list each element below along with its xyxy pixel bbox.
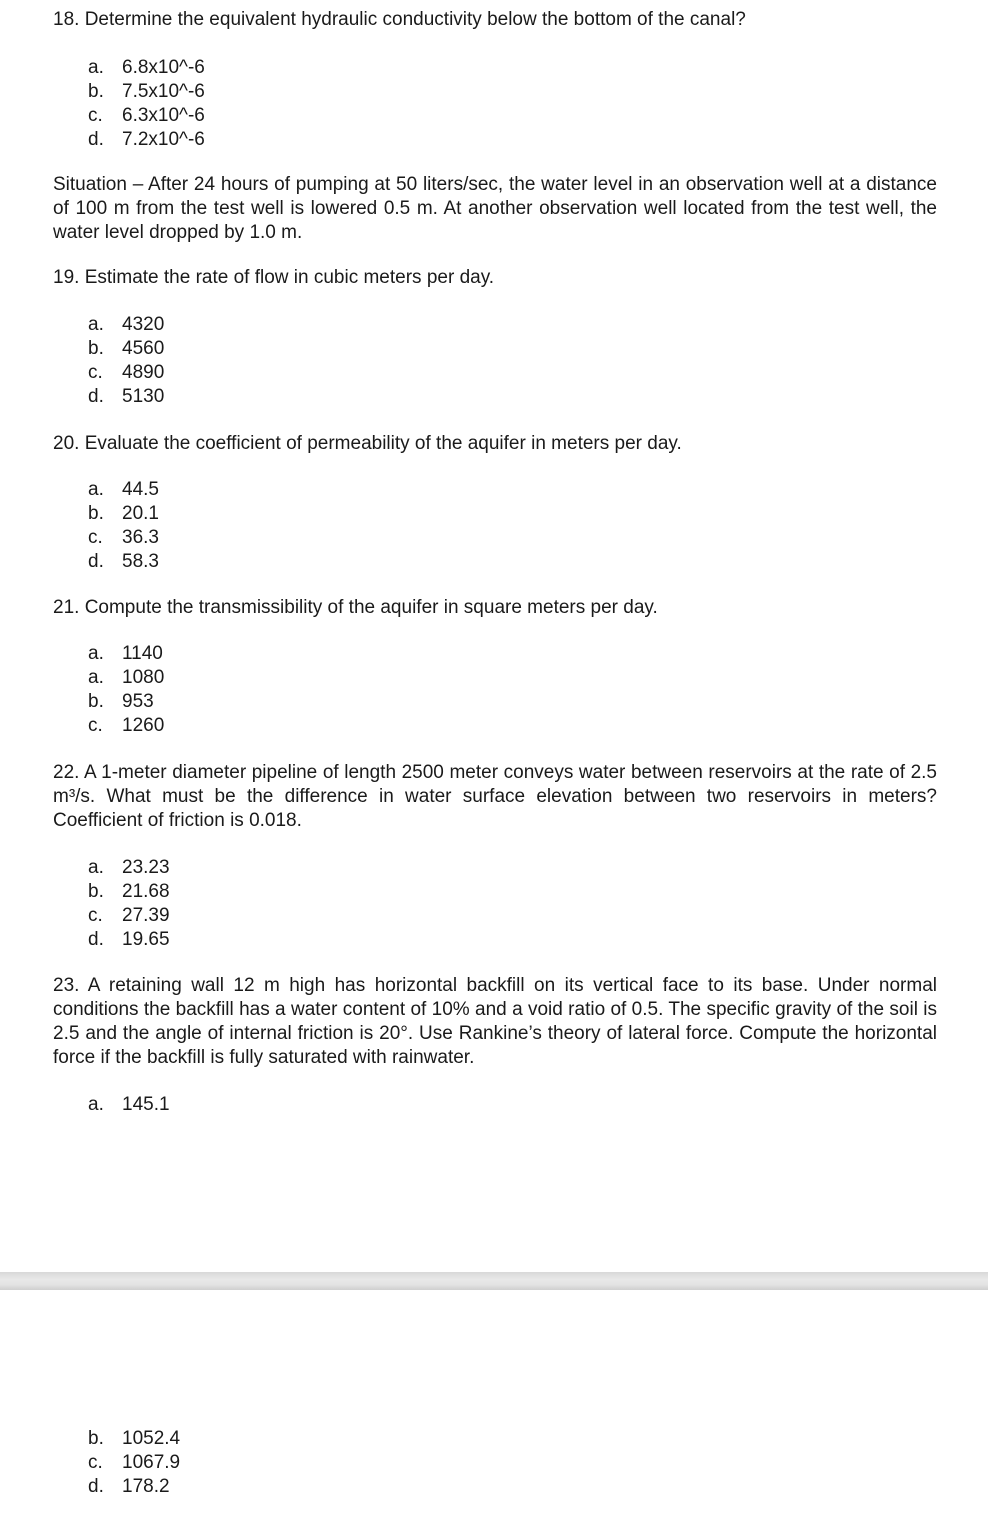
choice-value: 19.65: [122, 929, 170, 950]
choice-value: 23.23: [122, 857, 170, 878]
choice-letter: c.: [88, 527, 103, 548]
question-21-choices: [88, 642, 164, 738]
choice-item: [88, 880, 170, 904]
choice-value: 1052.4: [122, 1428, 181, 1449]
question-20-choices: [88, 478, 159, 574]
choice-letter: c.: [88, 1452, 103, 1473]
choice-letter: b.: [88, 881, 104, 902]
choice-item: [88, 80, 205, 104]
choice-item: [88, 128, 205, 152]
choice-letter: d.: [88, 929, 104, 950]
question-20-text: 20. Evaluate the coefficient of permeability of the aquifer in meters per day.: [53, 433, 682, 454]
choice-value: 36.3: [122, 527, 159, 548]
choice-value: 44.5: [122, 479, 159, 500]
question-22-choices: [88, 856, 170, 952]
choice-value: 1080: [122, 667, 165, 688]
choice-item: [88, 337, 164, 361]
choice-letter: a.: [88, 643, 104, 664]
choice-item: [88, 714, 164, 738]
choice-letter: d.: [88, 129, 104, 150]
choice-value: 7.5x10^-6: [122, 81, 205, 102]
choice-item: [88, 666, 164, 690]
choice-letter: c.: [88, 715, 103, 736]
choice-item: [88, 104, 205, 128]
choice-letter: b.: [88, 81, 104, 102]
choice-letter: b.: [88, 503, 104, 524]
question-18-choices: [88, 56, 205, 152]
choice-value: 7.2x10^-6: [122, 129, 205, 150]
choice-letter: b.: [88, 691, 104, 712]
choice-value: 5130: [122, 386, 165, 407]
choice-value: 58.3: [122, 551, 159, 572]
choice-item: [88, 526, 159, 550]
question-19-text: 19. Estimate the rate of flow in cubic meters per day.: [53, 267, 495, 288]
choice-letter: d.: [88, 551, 104, 572]
choice-value: 20.1: [122, 503, 159, 524]
choice-item: [88, 856, 170, 880]
question-22-text: 22. A 1-meter diameter pipeline of length 2500 meter conveys water between reservoirs at the rate of 2.5 m³/s. What must be the difference in water surface elevation between two reservoirs in meters? Coefficient of friction is 0.018.: [53, 762, 937, 831]
choice-item: [88, 642, 164, 666]
choice-value: 4890: [122, 362, 165, 383]
choice-letter: b.: [88, 1428, 104, 1449]
page-break-divider: [0, 1272, 988, 1290]
choice-item: [88, 1427, 180, 1451]
choice-letter: c.: [88, 362, 103, 383]
choice-value: 4560: [122, 338, 165, 359]
choice-letter: d.: [88, 1476, 104, 1497]
choice-value: 953: [122, 691, 154, 712]
question-23-choices-page1: [88, 1093, 170, 1117]
choice-item: [88, 550, 159, 574]
choice-letter: a.: [88, 479, 104, 500]
choice-letter: a.: [88, 1094, 104, 1115]
choice-value: 27.39: [122, 905, 170, 926]
choice-value: 145.1: [122, 1094, 170, 1115]
choice-item: [88, 904, 170, 928]
choice-letter: a.: [88, 57, 104, 78]
choice-item: [88, 313, 164, 337]
choice-item: [88, 361, 164, 385]
choice-value: 6.8x10^-6: [122, 57, 205, 78]
choice-item: [88, 928, 170, 952]
question-23-choices-page2: [88, 1427, 180, 1499]
choice-value: 1067.9: [122, 1452, 181, 1473]
choice-value: 1260: [122, 715, 165, 736]
question-18-text: 18. Determine the equivalent hydraulic conductivity below the bottom of the canal?: [53, 9, 746, 30]
situation-text: Situation – After 24 hours of pumping at 50 liters/sec, the water level in an observation well at a distance of 100 m from the test well is lowered 0.5 m. At another observation well located from the test well, the water level dropped by 1.0 m.: [53, 174, 937, 243]
choice-letter: a.: [88, 667, 104, 688]
choice-letter: a.: [88, 857, 104, 878]
choice-item: [88, 478, 159, 502]
choice-item: [88, 385, 164, 409]
choice-value: 4320: [122, 314, 165, 335]
question-19-choices: [88, 313, 164, 409]
question-23-text: 23. A retaining wall 12 m high has horizontal backfill on its vertical face to its base. Under normal conditions the backfill has a water content of 10% and a void ratio of 0.5. The specific gravity of the soil is 2.5 and the angle of internal friction is 20°. Use Rankine’s theory of lateral force. Compute the horizontal force if the backfill is fully saturated with rainwater.: [53, 975, 937, 1068]
choice-value: 178.2: [122, 1476, 170, 1497]
choice-item: [88, 1451, 180, 1475]
choice-item: [88, 1093, 170, 1117]
choice-value: 21.68: [122, 881, 170, 902]
choice-value: 1140: [122, 643, 163, 664]
choice-letter: a.: [88, 314, 104, 335]
choice-letter: c.: [88, 905, 103, 926]
choice-item: [88, 56, 205, 80]
choice-letter: b.: [88, 338, 104, 359]
choice-item: [88, 1475, 180, 1499]
choice-letter: c.: [88, 105, 103, 126]
choice-value: 6.3x10^-6: [122, 105, 205, 126]
choice-item: [88, 502, 159, 526]
choice-letter: d.: [88, 386, 104, 407]
choice-item: [88, 690, 164, 714]
question-21-text: 21. Compute the transmissibility of the aquifer in square meters per day.: [53, 597, 658, 618]
